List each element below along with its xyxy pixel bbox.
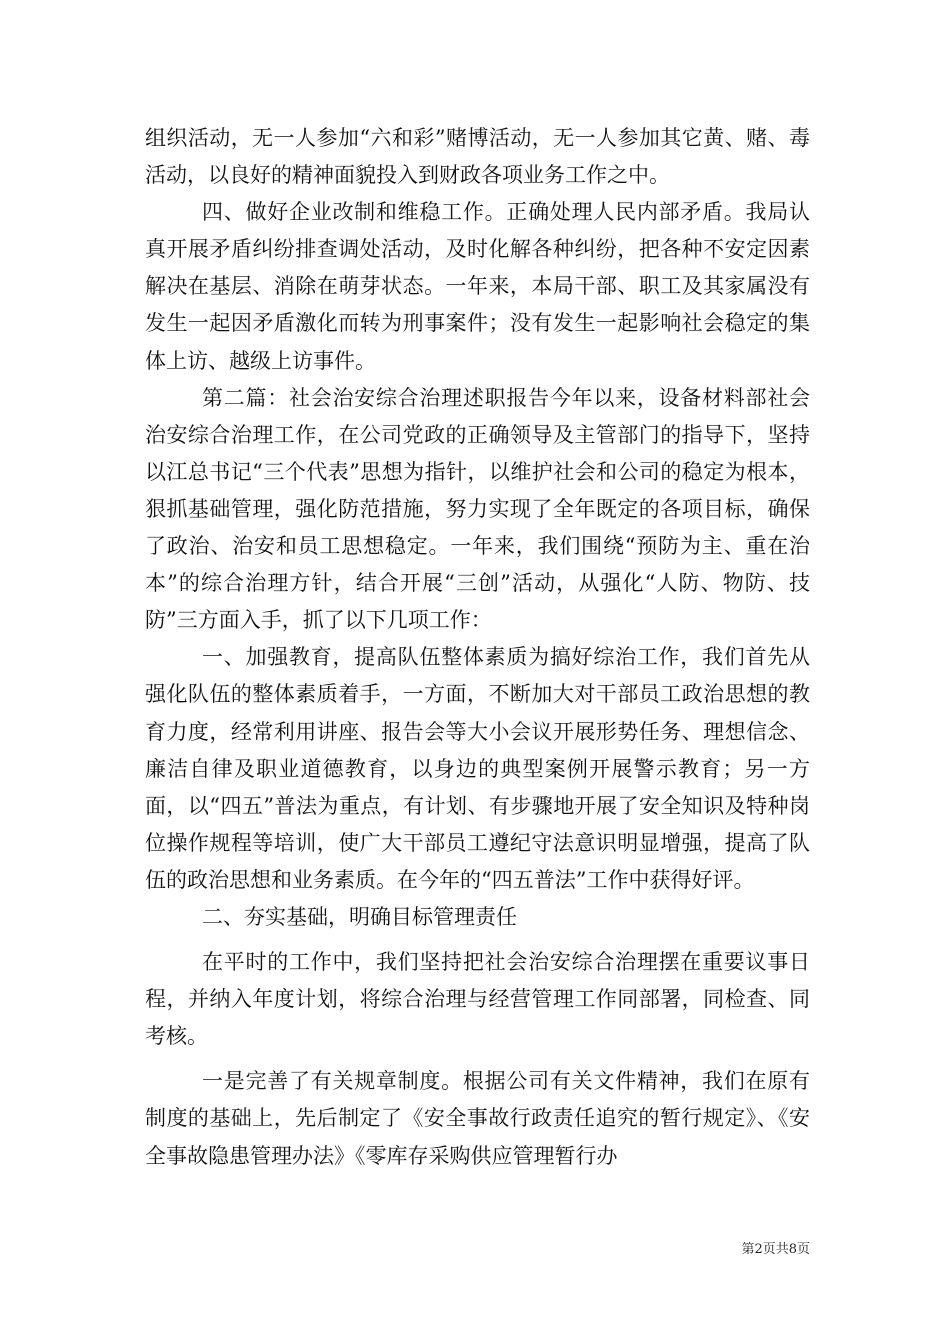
paragraph-4: 一、加强教育，提高队伍整体素质为搞好综治工作，我们首先从强化队伍的整体素质着手，一方面，不断加大对干部员工政治思想的教育力度，经常利用讲座、报告会等大小会议开展形势任务、理想信念、廉洁自律及职业道德教育，以身边的典型案例开展警示教育；另一方面，以“四五”普法为重点，有计划、有步骤地开展了安全知识及特种岗位操作规程等培训，使广大干部员工遵纪守法意识明显增强，提高了队伍的政治思想和业务素质。在今年的“四五普法”工作中获得好评。 xyxy=(145,645,810,892)
paragraph-5-heading: 二、夯实基础，明确目标管理责任 xyxy=(202,904,517,929)
document-body xyxy=(145,120,810,1175)
paragraph-1: 组织活动，无一人参加“六和彩”赌博活动，无一人参加其它黄、赌、毒活动，以良好的精神面貌投入到财政各项业务工作之中。 xyxy=(145,126,810,188)
paragraph-3: 第二篇：社会治安综合治理述职报告今年以来，设备材料部社会治安综合治理工作，在公司党政的正确领导及主管部门的指导下，坚持以江总书记“三个代表”思想为指针，以维护社会和公司的稳定为根本，狠抓基础管理，强化防范措施，努力实现了全年既定的各项目标，确保了政治、治安和员工思想稳定。一年来，我们围绕“预防为主、重在治本”的综合治理方针，结合开展“三创”活动，从强化“人防、物防、技防”三方面入手，抓了以下几项工作： xyxy=(145,385,810,633)
page-number-footer: 第2页共8页 xyxy=(741,1242,810,1257)
paragraph-2: 四、做好企业改制和维稳工作。正确处理人民内部矛盾。我局认真开展矛盾纠纷排查调处活动，及时化解各种纠纷，把各种不安定因素解决在基层、消除在萌芽状态。一年来，本局干部、职工及其家属没有发生一起因矛盾激化而转为刑事案件；没有发生一起影响社会稳定的集体上访、越级上访事件。 xyxy=(145,200,810,373)
paragraph-6: 在平时的工作中，我们坚持把社会治安综合治理摆在重要议事日程，并纳入年度计划，将综合治理与经营管理工作同部署，同检查、同考核。 xyxy=(145,950,810,1049)
paragraph-7: 一是完善了有关规章制度。根据公司有关文件精神，我们在原有制度的基础上，先后制定了《安全事故行政责任追究的暂行规定》、《安全事故隐患管理办法》《零库存采购供应管理暂行办 xyxy=(145,1069,810,1168)
